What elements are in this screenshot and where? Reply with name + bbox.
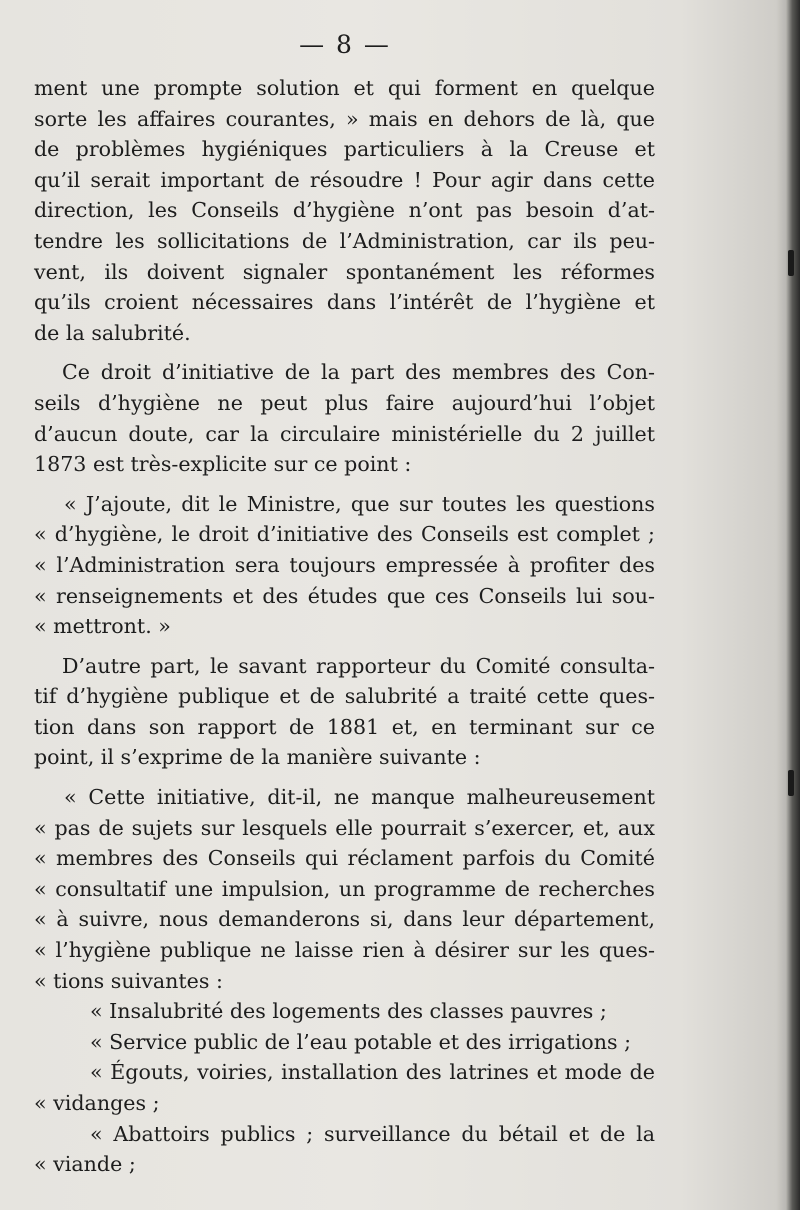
text-line: « à suivre, nous demanderons si, dans leur département, [34, 907, 655, 932]
quotation [34, 489, 655, 642]
text-line: « tions suivantes : [34, 968, 223, 993]
list-item: « Service public de l’eau potable et des irrigations ; [90, 1029, 632, 1054]
text-line: point, il s’exprime de la manière suivante : [34, 745, 481, 770]
text-line: de problèmes hygiéniques particuliers à la Creuse et [34, 137, 655, 162]
text-line: « consultatif une impulsion, un programme de recherches [34, 876, 655, 901]
list-item: « viande ; [34, 1152, 136, 1177]
text-line: Ce droit d’initiative de la part des membres des Con- [62, 360, 655, 385]
text-line: « renseignements et des études que ces Conseils lui sou- [34, 583, 655, 608]
quotation-list [34, 996, 655, 1180]
text-line: « pas de sujets sur lesquels elle pourrait s’exercer, et, aux [34, 815, 655, 840]
text-line: vent, ils doivent signaler spontanément les réformes [34, 259, 655, 284]
text-line: de la salubrité. [34, 320, 191, 345]
book-spine-shadow [786, 0, 800, 1210]
page-number: — 8 — [299, 30, 391, 59]
text-line: tif d’hygiène publique et de salubrité a traité cette ques- [34, 684, 655, 709]
text-line: « membres des Conseils qui réclament parfois du Comité [34, 846, 655, 871]
body-text [34, 73, 655, 1180]
text-line: qu’il serait important de résoudre ! Pour agir dans cette [34, 167, 655, 192]
text-line: seils d’hygiène ne peut plus faire aujourd’hui l’objet [34, 390, 655, 415]
list-item: « vidanges ; [34, 1091, 160, 1115]
list-item: « Abattoirs publics ; surveillance du bétail et de la [90, 1121, 655, 1146]
quotation [34, 782, 655, 996]
text-line: « l’hygiène publique ne laisse rien à désirer sur les ques- [34, 938, 655, 963]
list-item: « Égouts, voiries, installation des latrines et mode de [90, 1060, 655, 1085]
paragraph [34, 651, 655, 773]
text-line: « mettront. » [34, 614, 171, 639]
text-line: sorte les affaires courantes, » mais en dehors de là, que [34, 106, 655, 131]
text-line: « J’ajoute, dit le Ministre, que sur toutes les questions [64, 491, 655, 516]
text-line: D’autre part, le savant rapporteur du Comité consulta- [62, 653, 655, 678]
text-line: ment une prompte solution et qui forment en quelque [34, 76, 655, 100]
text-line: « l’Administration sera toujours empressée à profiter des [34, 552, 655, 577]
binding-mark [788, 250, 794, 276]
text-line: « d’hygiène, le droit d’initiative des Conseils est complet ; [34, 522, 655, 547]
paragraph [34, 357, 655, 479]
list-item: « Insalubrité des logements des classes pauvres ; [90, 999, 607, 1024]
paragraph [34, 73, 655, 348]
text-line: direction, les Conseils d’hygiène n’ont pas besoin d’at- [34, 198, 655, 223]
text-line: 1873 est très-explicite sur ce point : [34, 452, 412, 477]
text-line: tion dans son rapport de 1881 et, en terminant sur ce [34, 714, 655, 739]
text-line: qu’ils croient nécessaires dans l’intérêt de l’hygiène et [34, 290, 655, 315]
binding-mark [788, 770, 794, 796]
text-line: d’aucun doute, car la circulaire ministérielle du 2 juillet [34, 421, 655, 446]
text-line: « Cette initiative, dit-il, ne manque malheureusement [64, 785, 655, 810]
text-line: tendre les sollicitations de l’Administration, car ils peu- [34, 228, 655, 253]
